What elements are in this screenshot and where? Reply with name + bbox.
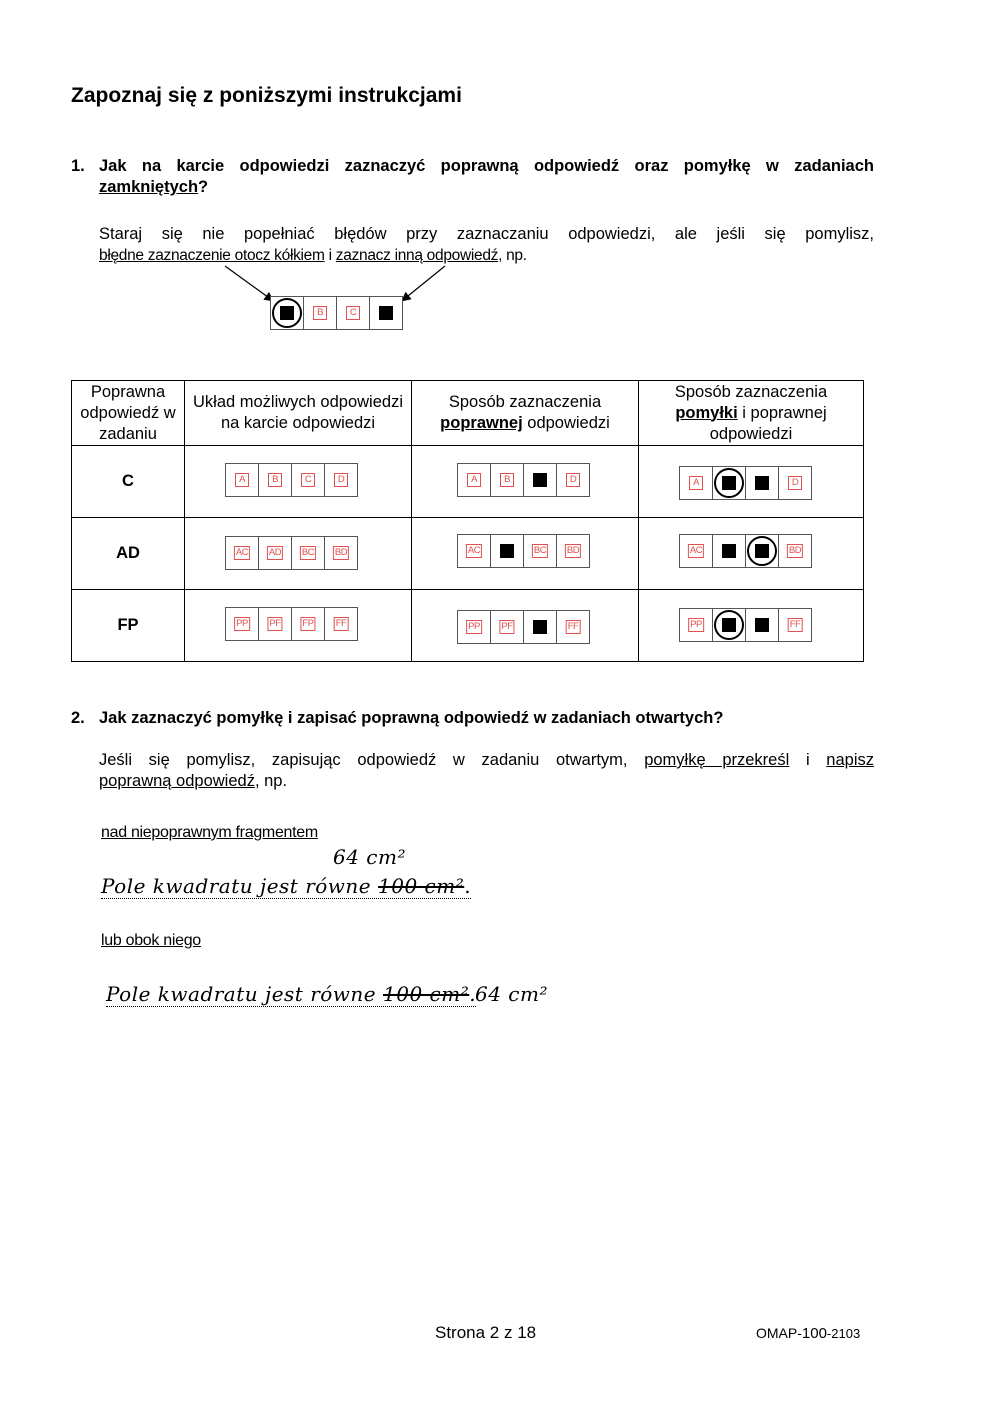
circle-mark [714,468,744,498]
answer-box [369,296,403,330]
answer-box: C [291,463,325,497]
answer-box: BC [291,536,325,570]
answer-box: A [679,466,713,500]
answer-box [745,466,779,500]
filled-mark [755,476,769,490]
correct-marking-cell [412,446,639,518]
answer-box: AC [225,536,259,570]
handwritten-sentence-1: Pole kwadratu jest równe 100 cm². [101,874,472,898]
answer-box: B [303,296,337,330]
filled-mark [379,306,393,320]
handwritten-correction-beside: 64 cm² [475,982,548,1006]
header-correct-answer: Poprawna odpowiedź w zadaniu [72,381,185,446]
question-keyword: zamkniętych [99,178,199,196]
question-text-line2: zamkniętych? [99,178,209,196]
crossed-out-value: 100 cm² [378,874,465,898]
answer-box: BD [778,534,812,568]
mistake-marking-cell [639,518,864,590]
circle-mark [272,298,302,328]
table-header-row [72,381,864,446]
table-row [72,446,864,518]
row-answer: FP [72,590,185,662]
question-text: Jak zaznaczyć pomyłkę i zapisać poprawną odpowiedź w zadaniach otwartych? [99,709,724,727]
instruction-line2: błędne zaznaczenie otocz kółkiem i zaznacz inną odpowiedź, np. [99,247,527,264]
answer-box: FP [291,607,325,641]
answer-box: AC [679,534,713,568]
answer-box: FF [324,607,358,641]
answer-box: AD [258,536,292,570]
correct-marking-cell [412,590,639,662]
answer-box [745,534,779,568]
answer-box [490,534,524,568]
correct-marking-cell [412,518,639,590]
question-number: 1. [71,157,85,175]
answer-box [712,466,746,500]
page-number: Strona 2 z 18 [435,1323,537,1342]
row-answer: C [72,446,185,518]
answer-box: A [225,463,259,497]
circle-mark [714,610,744,640]
answer-box: BD [324,536,358,570]
answer-box: BC [523,534,557,568]
answer-box [712,608,746,642]
answer-box: PP [679,608,713,642]
table-row [72,518,864,590]
crossed-out-value: 100 cm² [383,982,470,1006]
mistake-marking-cell [639,446,864,518]
marking-table [71,380,864,662]
answer-box: D [324,463,358,497]
table-row [72,590,864,662]
mistake-marking-cell [639,590,864,662]
circle-mark [747,536,777,566]
page-title: Zapoznaj się z poniższymi instrukcjami [71,84,462,107]
example-answer-boxes [270,296,403,330]
question-text-line1: Jak na karcie odpowiedzi zaznaczyć poprawną odpowiedź oraz pomyłkę w zadaniach [99,157,874,175]
answer-box [712,534,746,568]
filled-mark [755,618,769,632]
exam-code: OMAP-100-2103 [756,1325,861,1342]
answer-box [523,610,557,644]
layout-cell [185,518,412,590]
instruction-line1: Staraj się nie popełniać błędów przy zaznaczaniu odpowiedzi, ale jeśli się pomylisz, [99,225,874,243]
answer-box: B [490,463,524,497]
filled-mark [500,544,514,558]
answer-box: B [258,463,292,497]
filled-mark [722,544,736,558]
answer-box: PP [225,607,259,641]
answer-box: D [556,463,590,497]
header-correct-marking: Sposób zaznaczenia poprawnej odpowiedzi [412,381,639,446]
answer-box [523,463,557,497]
handwritten-sentence-2: Pole kwadratu jest równe 100 cm². [106,982,477,1006]
answer-box [270,296,304,330]
arrow-right [403,266,445,300]
answer-box [745,608,779,642]
handwritten-correction-above: 64 cm² [333,845,406,869]
answer-box: BD [556,534,590,568]
instruction-line1: Jeśli się pomylisz, zapisując odpowiedź w zadaniu otwartym, pomyłkę przekreśl i napisz [99,751,874,769]
answer-box: FF [556,610,590,644]
answer-box: AC [457,534,491,568]
answer-box: PP [457,610,491,644]
question-number: 2. [71,709,85,727]
layout-cell [185,446,412,518]
answer-box: FF [778,608,812,642]
example-label-above: nad niepoprawnym fragmentem [101,824,318,841]
arrow-left [225,266,272,300]
filled-mark [533,620,547,634]
answer-box: D [778,466,812,500]
layout-cell [185,590,412,662]
filled-mark [533,473,547,487]
row-answer: AD [72,518,185,590]
header-mistake-marking: Sposób zaznaczenia pomyłki i poprawnej odpowiedzi [639,381,864,446]
answer-box: A [457,463,491,497]
answer-box: PF [258,607,292,641]
answer-box: PF [490,610,524,644]
example-label-beside: lub obok niego [101,932,201,949]
answer-box: C [336,296,370,330]
header-layout: Układ możliwych odpowiedzi na karcie odpowiedzi [185,381,412,446]
instruction-line2: poprawną odpowiedź, np. [99,772,288,790]
